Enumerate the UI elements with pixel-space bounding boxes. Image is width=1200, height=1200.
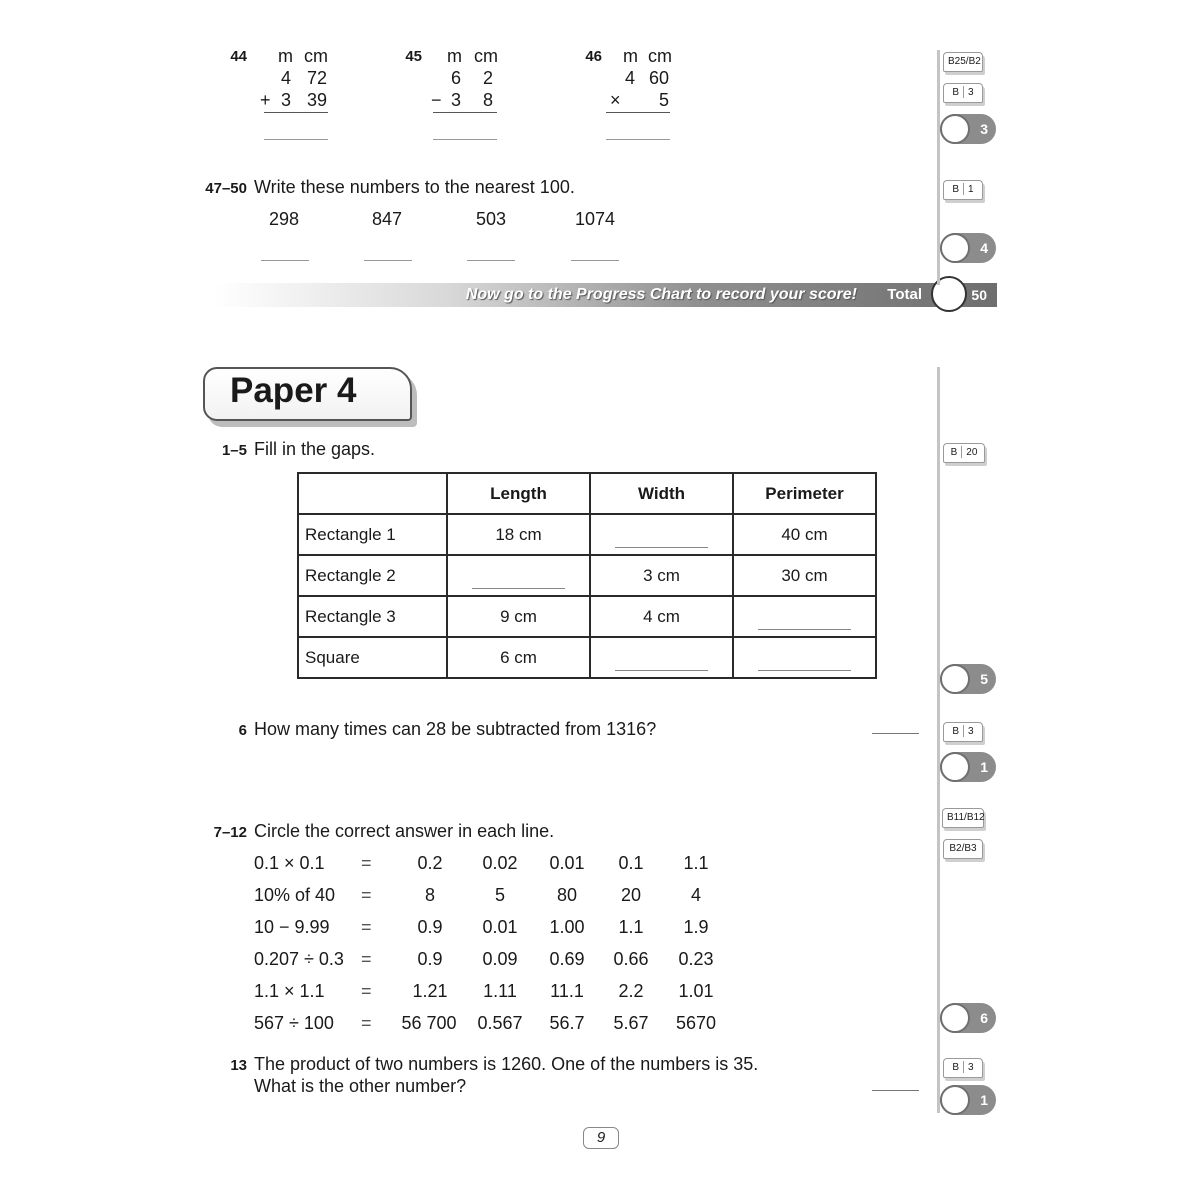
blank-cell[interactable] [733,596,876,637]
sum-rule [264,112,328,113]
answer-line[interactable] [758,629,851,630]
score-pill [940,114,996,144]
answer-option[interactable]: 20 [620,885,642,905]
ref-letter: B [952,726,960,737]
question-number: 13 [230,1057,247,1074]
question-text: The product of two numbers is 1260. One of the numbers is 35. [254,1054,759,1074]
answer-option[interactable]: 11.1 [550,981,584,1001]
operator: + [260,90,271,110]
score-max: 1 [980,1092,988,1108]
equals-sign: = [361,853,372,873]
score-circle[interactable] [940,114,970,144]
score-max: 1 [980,759,988,775]
equals-sign: = [361,917,372,937]
equals-sign: = [361,981,372,1001]
value-m: 4 [280,68,291,88]
ref-letter: B [952,1062,960,1073]
table-cell: 6 cm [447,637,590,678]
margin-rule [937,367,940,1113]
answer-line[interactable] [264,139,328,140]
answer-option[interactable]: 1.01 [678,981,714,1001]
ref-number: 1 [968,184,974,195]
sum-rule [433,112,497,113]
unit-cm: cm [474,46,498,66]
answer-option[interactable]: 0.1 [618,853,644,873]
table-row [298,514,876,555]
answer-option[interactable]: 80 [556,885,578,905]
progress-banner [215,283,997,307]
answer-option[interactable]: 1.9 [683,917,709,937]
score-max: 3 [980,121,988,137]
question-text: How many times can 28 be subtracted from 1316? [254,719,657,739]
answer-line[interactable] [364,260,412,261]
expression: 1.1 × 1.1 [254,981,325,1001]
answer-option[interactable]: 5670 [675,1013,717,1033]
question-text: Write these numbers to the nearest 100. [254,177,575,197]
question-number: 45 [405,48,422,65]
reference-tab: B25/B2 [943,52,983,72]
answer-option[interactable]: 0.02 [482,853,518,873]
number-item: 1074 [575,209,616,229]
reference-tab: B2/B3 [943,839,983,859]
answer-option[interactable]: 0.9 [417,917,443,937]
ref-letter: B [952,87,960,98]
question-number: 44 [230,48,247,65]
score-max: 6 [980,1010,988,1026]
answer-option[interactable]: 1.1 [618,917,644,937]
unit-m: m [623,46,638,66]
value-m: 6 [450,68,461,88]
answer-option[interactable]: 0.2 [417,853,443,873]
table-cell: 30 cm [733,555,876,596]
score-circle[interactable] [940,1085,970,1115]
question-text: Circle the correct answer in each line. [254,821,555,841]
table-header-cell: Width [590,473,733,514]
expression: 567 ÷ 100 [254,1013,334,1033]
total-label: Total [887,286,922,303]
value-cm: 72 [306,68,327,88]
answer-option[interactable]: 0.09 [482,949,518,969]
answer-option[interactable]: 1.1 [683,853,709,873]
answer-option[interactable]: 0.01 [482,917,518,937]
ref-number: 20 [966,447,978,458]
table-cell: 18 cm [447,514,590,555]
ref-number: 3 [968,1062,974,1073]
progress-message: Now go to the Progress Chart to record your score! [465,286,857,303]
answer-option[interactable]: 56.7 [549,1013,585,1033]
equals-sign: = [361,885,372,905]
value-m: 3 [280,90,291,110]
number-item: 847 [372,209,403,229]
paper-heading [203,367,412,421]
score-circle[interactable] [940,664,970,694]
table-row [298,596,876,637]
table-row [298,555,876,596]
dimensions-table [297,472,877,679]
answer-option[interactable]: 1.00 [549,917,585,937]
ref-letter: B [952,184,960,195]
answer-option[interactable]: 56 700 [401,1013,457,1033]
ref-number: 3 [968,87,974,98]
table-header-cell: Perimeter [733,473,876,514]
score-max: 5 [980,671,988,687]
answer-option[interactable]: 4 [690,885,701,905]
reference-tab [943,1058,983,1078]
row-label: Rectangle 1 [298,514,447,555]
ref-number: 3 [968,726,974,737]
table-cell: 40 cm [733,514,876,555]
score-max: 4 [980,240,988,256]
value-cm: 5 [658,90,669,110]
answer-option[interactable]: 0.66 [613,949,649,969]
expression: 0.1 × 0.1 [254,853,325,873]
table-cell: 9 cm [447,596,590,637]
answer-line[interactable] [758,670,851,671]
answer-option[interactable]: 0.23 [678,949,714,969]
score-pill [940,233,996,263]
answer-line[interactable] [872,1090,919,1091]
answer-option[interactable]: 1.11 [483,981,517,1001]
question-number: 6 [238,722,247,739]
table-row [298,637,876,678]
answer-option[interactable]: 0.9 [417,949,443,969]
answer-option[interactable]: 5.67 [613,1013,649,1033]
reference-tab: B11/B12 [942,808,984,828]
number-item: 503 [476,209,507,229]
value-m: 4 [624,68,635,88]
unit-cm: cm [648,46,672,66]
answer-line[interactable] [467,260,515,261]
answer-option[interactable]: 0.69 [549,949,585,969]
answer-option[interactable]: 5 [494,885,505,905]
ref-letter: B [950,447,958,458]
score-pill [940,1085,996,1115]
answer-line[interactable] [472,588,565,589]
value-cm: 2 [482,68,493,88]
table-header-cell: Length [447,473,590,514]
score-pill [940,752,996,782]
answer-line[interactable] [615,547,708,548]
blank-cell[interactable] [733,637,876,678]
question-number: 47–50 [205,180,247,197]
answer-option[interactable]: 0.567 [477,1013,523,1033]
answer-option[interactable]: 1.21 [412,981,448,1001]
blank-cell[interactable] [447,555,590,596]
table-header-cell [298,473,447,514]
operator: × [610,90,621,110]
question-number: 7–12 [213,824,247,841]
reference-tab [943,722,983,742]
question-text: Fill in the gaps. [254,439,376,459]
score-circle[interactable] [940,233,970,263]
value-cm: 39 [306,90,327,110]
reference-tab [943,443,985,463]
value-m: 3 [450,90,461,110]
answer-option[interactable]: 0.01 [549,853,585,873]
answer-line[interactable] [872,733,919,734]
answer-line[interactable] [571,260,619,261]
equals-sign: = [361,949,372,969]
value-cm: 60 [648,68,669,88]
answer-line[interactable] [615,670,708,671]
expression: 0.207 ÷ 0.3 [254,949,344,969]
expression: 10% of 40 [254,885,336,905]
answer-line[interactable] [261,260,309,261]
table-cell: 3 cm [590,555,733,596]
sum-rule [606,112,670,113]
answer-option[interactable]: 2.2 [618,981,644,1001]
blank-cell[interactable] [590,514,733,555]
answer-line[interactable] [433,139,497,140]
row-label: Square [298,637,447,678]
total-value: 50 [971,287,987,303]
score-circle[interactable] [940,752,970,782]
score-pill [940,664,996,694]
question-text: What is the other number? [254,1076,467,1096]
row-label: Rectangle 3 [298,596,447,637]
page-number: 9 [583,1127,619,1149]
value-cm: 8 [482,90,493,110]
paper-title: Paper 4 [230,371,357,410]
question-number: 1–5 [221,442,247,459]
table-cell: 4 cm [590,596,733,637]
question-number: 46 [585,48,602,65]
operator: − [431,90,442,110]
blank-cell[interactable] [590,637,733,678]
table-header-row [298,473,876,514]
equals-sign: = [361,1013,372,1033]
answer-option[interactable]: 8 [424,885,435,905]
number-item: 298 [269,209,300,229]
score-pill [940,1003,996,1033]
expression: 10 − 9.99 [254,917,330,937]
score-circle[interactable] [940,1003,970,1033]
reference-tab [943,83,983,103]
unit-m: m [447,46,462,66]
unit-cm: cm [304,46,328,66]
answer-line[interactable] [606,139,670,140]
unit-m: m [278,46,293,66]
reference-tab [943,180,983,200]
row-label: Rectangle 2 [298,555,447,596]
